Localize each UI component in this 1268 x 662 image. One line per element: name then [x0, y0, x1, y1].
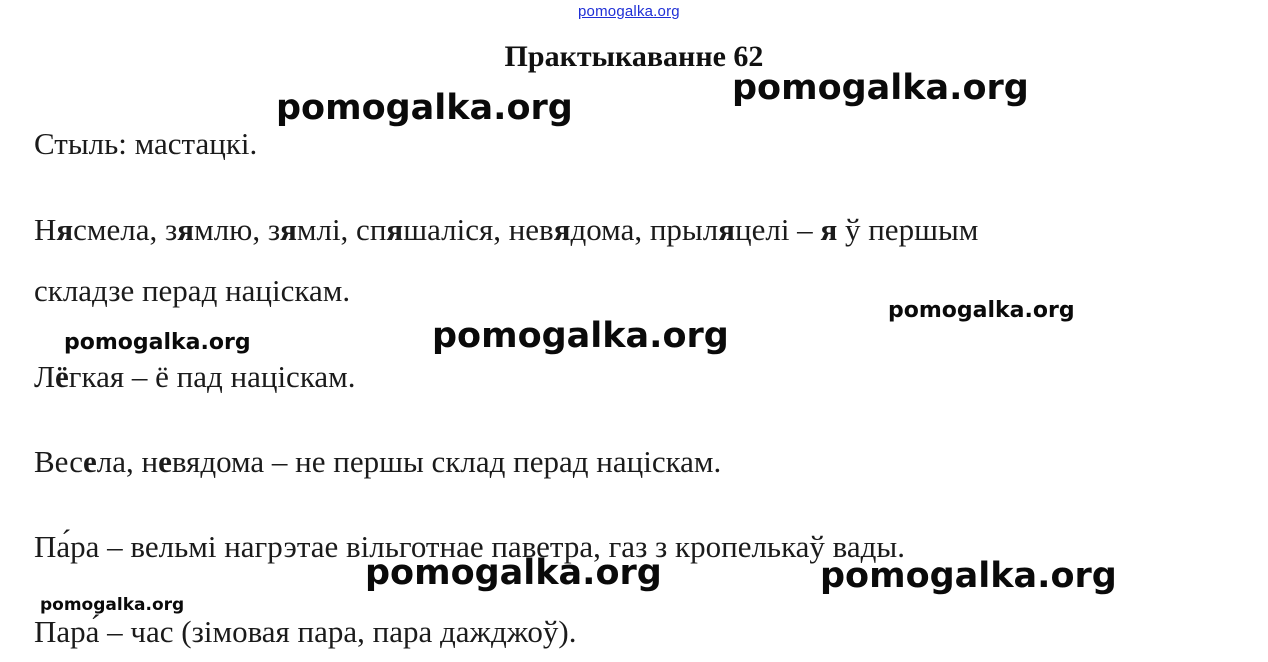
highlighted-letter: я: [718, 212, 735, 247]
text-segment: шаліся, нев: [403, 212, 554, 247]
text-segment: млю, з: [194, 212, 281, 247]
highlighted-letter: я: [386, 212, 404, 247]
watermark: pomogalka.org: [732, 68, 1029, 108]
watermark-link[interactable]: pomogalka.org: [578, 3, 680, 20]
answer-line-6: Пара́ – час (зімовая пара, пара дажджоў).: [34, 614, 577, 649]
text-segment: дома, прыл: [570, 212, 719, 247]
answer-line-4: [34, 444, 721, 480]
text-segment: вядома – не першы склад перад націскам.: [171, 444, 722, 479]
watermark: pomogalka.org: [888, 298, 1075, 323]
watermark: pomogalka.org: [820, 556, 1117, 596]
text-segment: гкая – ё пад націскам.: [68, 359, 356, 394]
highlighted-letter: е: [82, 444, 97, 479]
answer-line-3: [34, 359, 356, 395]
highlighted-letter: я: [177, 212, 195, 247]
answer-line-2: складзе перад націскам.: [34, 273, 351, 308]
watermark: pomogalka.org: [276, 88, 573, 128]
highlighted-letter: я: [280, 212, 297, 247]
highlighted-letter: я: [820, 212, 838, 247]
text-segment: ў першым: [837, 212, 979, 247]
highlighted-letter: ё: [55, 359, 69, 394]
watermark: pomogalka.org: [40, 595, 185, 615]
text-segment: смела, з: [73, 212, 178, 247]
watermark: pomogalka.org: [365, 553, 662, 593]
answer-line-5: Па́ра – вельмі нагрэтае вільготнае паветра, газ з кропелькаў вады.: [34, 529, 906, 564]
answer-line-1: [34, 212, 978, 248]
watermark: pomogalka.org: [64, 330, 251, 355]
text-segment: Л: [34, 359, 56, 394]
text-segment: Н: [34, 212, 57, 247]
watermark: pomogalka.org: [432, 316, 729, 356]
style-line: Стыль: мастацкі.: [34, 126, 258, 161]
text-segment: млі, сп: [296, 212, 387, 247]
text-segment: ла, н: [96, 444, 159, 479]
page-title: Практыкаванне 62: [504, 40, 764, 73]
highlighted-letter: я: [553, 212, 571, 247]
text-segment: Вес: [34, 444, 83, 479]
text-segment: целі –: [735, 212, 821, 247]
highlighted-letter: е: [158, 444, 172, 479]
highlighted-letter: я: [56, 212, 74, 247]
